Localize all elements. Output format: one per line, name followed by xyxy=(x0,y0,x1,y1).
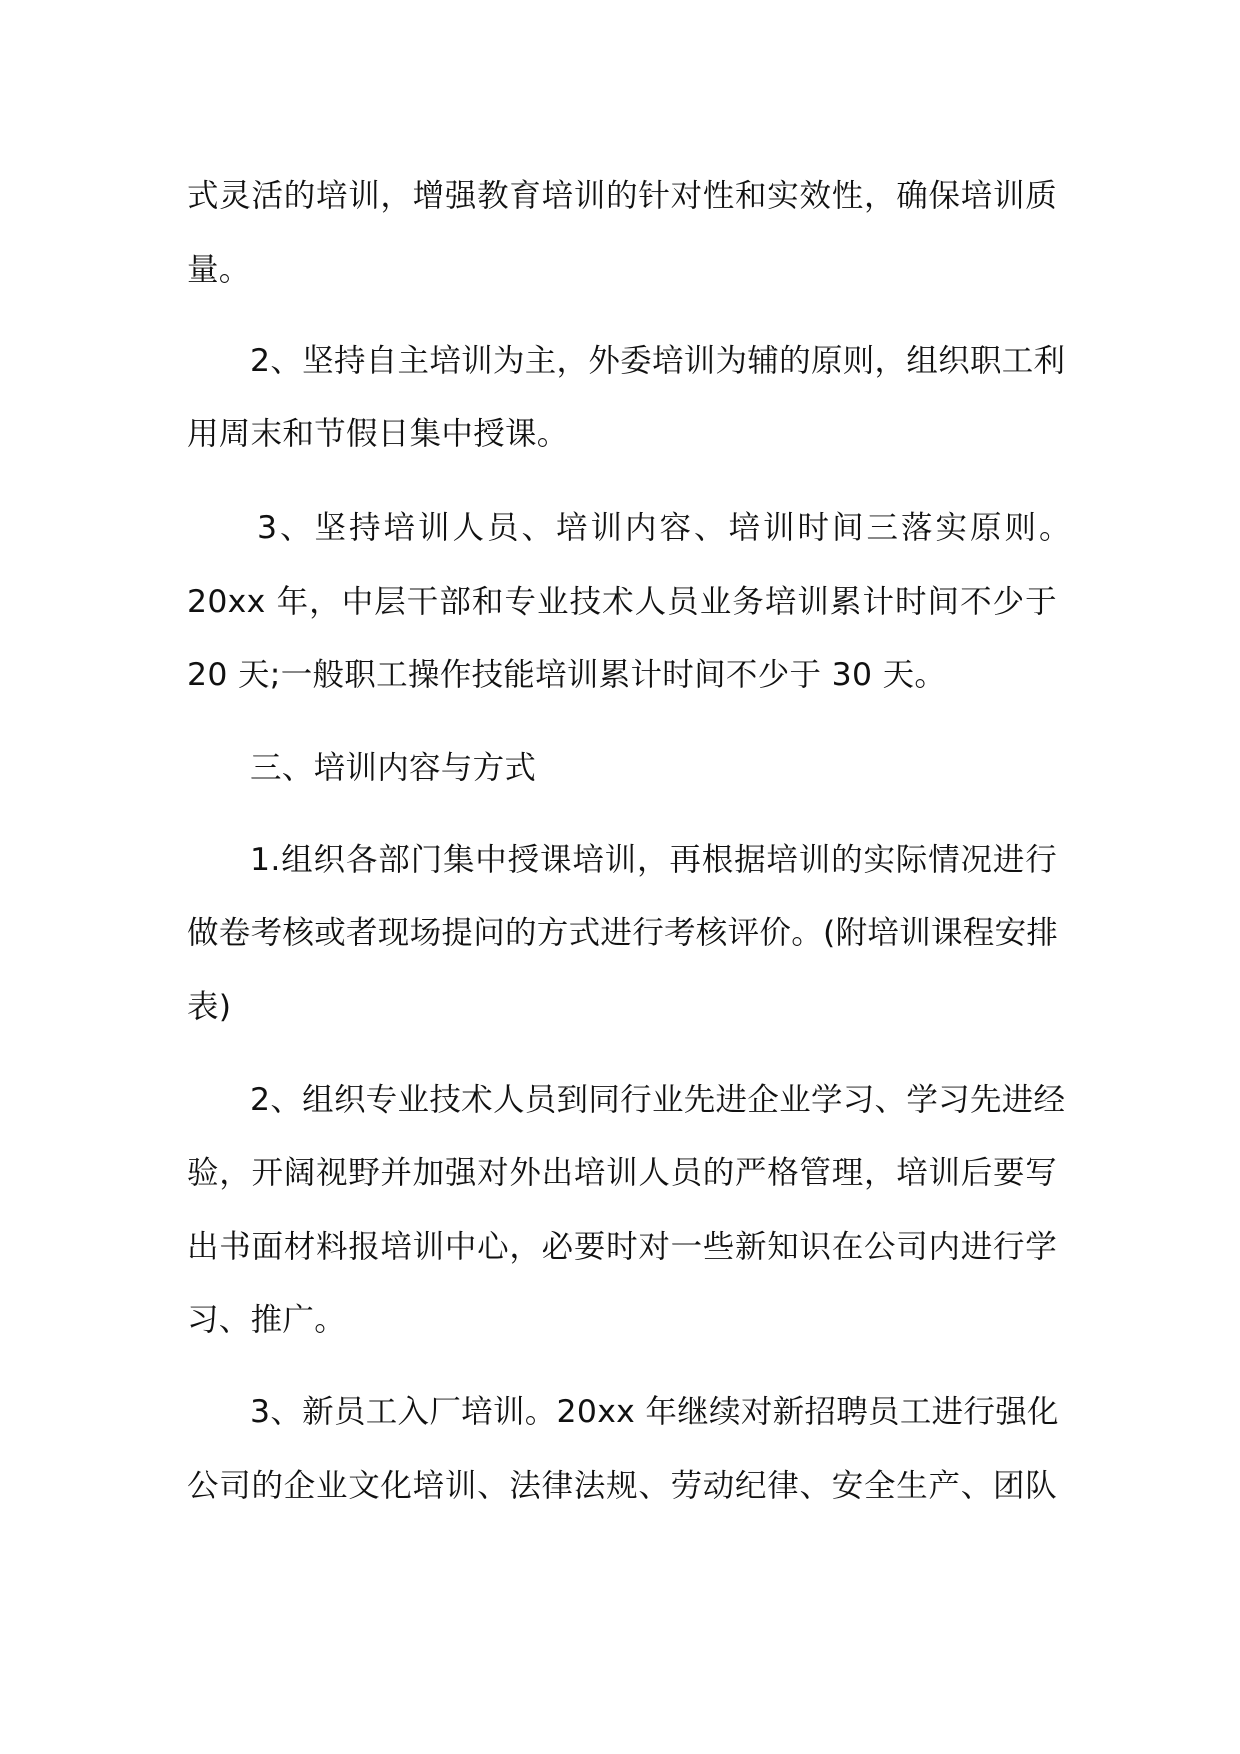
body-text-line: 1.组织各部门集中授课培训，再根据培训的实际情况进行 xyxy=(250,842,1057,878)
body-text-line: 出书面材料报培训中心，必要时对一些新知识在公司内进行学 xyxy=(187,1229,1057,1265)
body-text-line: 做卷考核或者现场提问的方式进行考核评价。(附培训课程安排 xyxy=(187,915,1059,951)
body-text-line: 习、推广。 xyxy=(187,1302,347,1338)
body-text-line: 表) xyxy=(187,989,232,1025)
body-text-line: 公司的企业文化培训、法律法规、劳动纪律、安全生产、团队 xyxy=(187,1468,1057,1504)
section-heading: 三、培训内容与方式 xyxy=(250,750,537,786)
body-text-line: 20 天;一般职工操作技能培训累计时间不少于 30 天。 xyxy=(187,657,947,693)
body-text-line: 3、坚持培训人员、培训内容、培训时间三落实原则。 xyxy=(257,510,1074,546)
body-text-line: 3、新员工入厂培训。20xx 年继续对新招聘员工进行强化 xyxy=(250,1394,1059,1430)
body-text-line: 2、组织专业技术人员到同行业先进企业学习、学习先进经 xyxy=(250,1082,1066,1118)
body-text-line: 量。 xyxy=(187,252,251,288)
body-text-line: 20xx 年，中层干部和专业技术人员业务培训累计时间不少于 xyxy=(187,584,1057,620)
body-text-line: 式灵活的培训，增强教育培训的针对性和实效性，确保培训质 xyxy=(187,178,1057,214)
body-text-line: 2、坚持自主培训为主，外委培训为辅的原则，组织职工利 xyxy=(250,343,1066,379)
body-text-line: 用周末和节假日集中授课。 xyxy=(187,416,569,452)
body-text-line: 验，开阔视野并加强对外出培训人员的严格管理，培训后要写 xyxy=(187,1155,1057,1191)
